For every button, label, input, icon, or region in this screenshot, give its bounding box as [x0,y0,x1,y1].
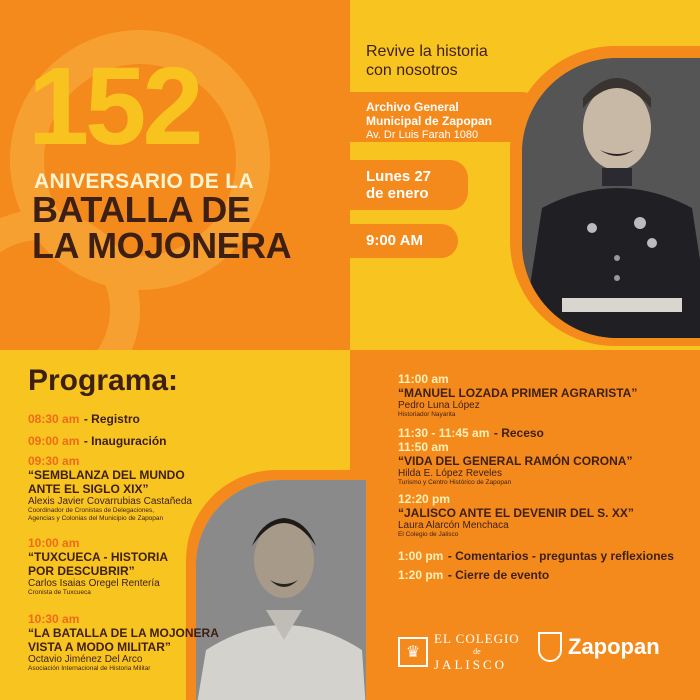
item-speaker: Hilda E. López Reveles [398,468,502,479]
general-portrait-illustration [522,58,700,338]
zapopan-shield-icon [538,632,562,662]
program-item-registro [28,410,140,428]
item-label: - Cierre de evento [447,568,550,582]
date-pill [350,160,468,210]
colegio-de-jalisco-logo [398,632,520,671]
item-role: Cronista de Tuxcueca [28,589,91,596]
program-item-jalisco [398,492,688,539]
item-role: Asociación Internacional de Historia Militar [28,665,151,672]
tagline [366,42,488,80]
item-role: Agencias y Colonias del Municipio de Zapopan [28,515,164,522]
item-time: 1:20 pm [398,568,444,582]
date-line1: Lunes 27 [366,168,432,185]
item-role: Coordinador de Cronistas de Delegaciones, [28,507,155,514]
item-title: POR DESCUBRIR” [28,564,135,578]
item-title: “LA BATALLA DE LA MOJONERA [28,626,219,640]
general-portrait-photo [522,58,700,338]
item-title: “JALISCO ANTE EL DEVENIR DEL S. XX” [398,506,634,520]
item-speaker: Alexis Javier Covarrubias Castañeda [28,496,192,507]
item-speaker: Pedro Luna López [398,400,480,411]
venue-line1: Archivo General [366,100,459,114]
item-role: Historiador Nayarita [398,411,456,418]
event-title-line1: BATALLA DE [32,189,251,230]
zapopan-wordmark: Zapopan [568,634,660,659]
item-time: 11:30 - 11:45 am [398,426,490,440]
item-time: 10:00 am [28,536,80,550]
item-time: 09:30 am [28,454,80,468]
program-item-mojonera [28,612,228,673]
item-time: 12:20 pm [398,492,451,506]
item-role: El Colegio de Jalisco [398,531,459,538]
anniversary-label: ANIVERSARIO DE LA [34,170,254,193]
anniversary-number: 152 [28,45,200,168]
event-title-line2: LA MOJONERA [32,225,292,266]
venue-address: Av. Dr Luis Farah 1080 [366,129,479,141]
event-title [32,189,292,266]
date-line2: de enero [366,185,429,202]
item-title: “MANUEL LOZADA PRIMER AGRARISTA” [398,386,638,400]
tagline-line1: Revive la historia [366,43,488,60]
item-title: “VIDA DEL GENERAL RAMÓN CORONA” [398,454,633,468]
item-time: 1:00 pm [398,549,444,563]
item-speaker: Carlos Isaias Oregel Rentería [28,578,160,589]
item-time: 08:30 am [28,412,80,426]
item-label: - Inauguración [83,434,167,448]
item-speaker: Laura Alarcón Menchaca [398,520,509,531]
item-title: VISTA A MODO MILITAR” [28,640,171,654]
item-label: - Comentarios - preguntas y reflexiones [447,549,674,563]
colegio-name-de: de [473,647,481,656]
colegio-name-line2: JALISCO [434,657,508,672]
program-item-lozada [398,372,688,419]
program-item-inauguracion [28,432,167,450]
program-item-cierre [398,566,549,584]
program-item-corona [398,440,688,487]
item-time: 11:00 am [398,372,449,386]
item-label: - Registro [83,412,140,426]
item-role: Turismo y Centro Histórico de Zapopan [398,479,512,486]
colegio-emblem-icon: ♛ [398,637,428,667]
item-time: 11:50 am [398,440,449,454]
venue-line2: Municipal de Zapopan [366,114,493,128]
program-item-semblanza [28,454,228,523]
program-item-tuxcueca [28,536,228,597]
item-time: 10:30 am [28,612,80,626]
item-title: “SEMBLANZA DEL MUNDO [28,468,185,482]
tagline-line2: con nosotros [366,62,458,79]
program-item-comentarios [398,547,674,565]
item-time: 09:00 am [28,434,80,448]
time-pill: 9:00 AM [350,224,458,258]
item-speaker: Octavio Jiménez Del Arco [28,654,143,665]
item-title: ANTE EL SIGLO XIX” [28,482,149,496]
colegio-name-line1: EL COLEGIO [434,631,520,646]
program-heading: Programa: [28,364,179,397]
zapopan-logo [538,632,660,662]
item-label: - Receso [493,426,544,440]
item-title: “TUXCUECA - HISTORIA [28,550,169,564]
